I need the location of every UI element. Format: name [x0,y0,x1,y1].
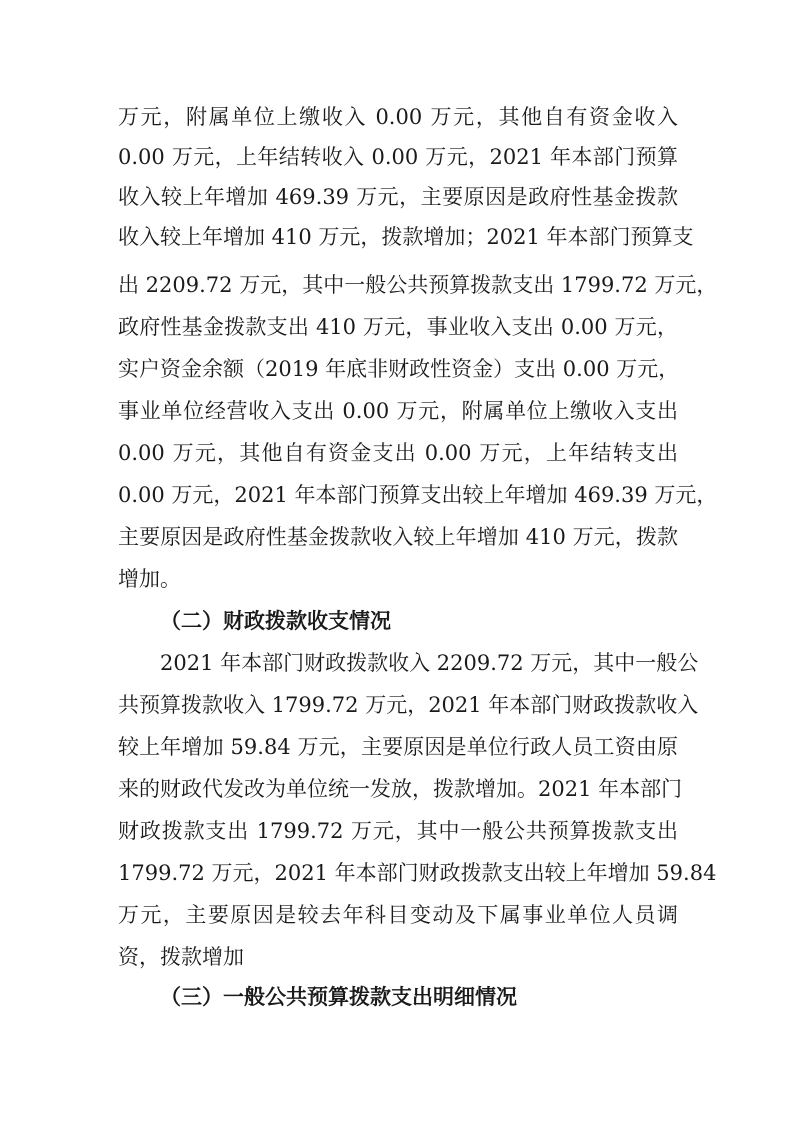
text-line: 收入较上年增加 410 万元，拨款增加；2021 年本部门预算支 [118,225,694,249]
text-line: 万元，主要原因是较去年科目变动及下属事业单位人员调 [118,903,678,927]
text-line: 事业单位经营收入支出 0.00 万元，附属单位上缴收入支出 [118,399,678,423]
text-line: 0.00 万元，其他自有资金支出 0.00 万元，上年结转支出 [118,441,678,465]
section-heading-fiscal-appropriation: （二）财政拨款收支情况 [160,609,391,633]
text-line: 2021 年本部门财政拨款收入 2209.72 万元，其中一般公 [160,651,699,675]
text-line: 出 2209.72 万元，其中一般公共预算拨款支出 1799.72 万元， [118,273,718,297]
text-line: 来的财政代发改为单位统一发放，拨款增加。2021 年本部门 [118,777,683,801]
text-line: 较上年增加 59.84 万元，主要原因是单位行政人员工资由原 [118,735,678,759]
section-heading-general-budget-detail: （三）一般公共预算拨款支出明细情况 [160,985,517,1009]
text-line: 实户资金余额（2019 年底非财政性资金）支出 0.00 万元， [118,357,680,381]
text-line: 主要原因是政府性基金拨款收入较上年增加 410 万元，拨款 [118,525,678,549]
text-line: 0.00 万元，2021 年本部门预算支出较上年增加 469.39 万元， [118,483,718,507]
text-line: 增加。 [118,567,181,591]
text-line: 0.00 万元，上年结转收入 0.00 万元，2021 年本部门预算 [118,145,678,169]
text-line: 万元，附属单位上缴收入 0.00 万元，其他自有资金收入 [118,105,678,129]
text-line: 收入较上年增加 469.39 万元，主要原因是政府性基金拨款 [118,185,678,209]
text-line: 1799.72 万元，2021 年本部门财政拨款支出较上年增加 59.84 [118,861,717,885]
text-line: 政府性基金拨款支出 410 万元，事业收入支出 0.00 万元， [118,315,678,339]
text-line: 资，拨款增加 [118,945,244,969]
text-line: 财政拨款支出 1799.72 万元，其中一般公共预算拨款支出 [118,819,678,843]
text-line: 共预算拨款收入 1799.72 万元，2021 年本部门财政拨款收入 [118,693,699,717]
